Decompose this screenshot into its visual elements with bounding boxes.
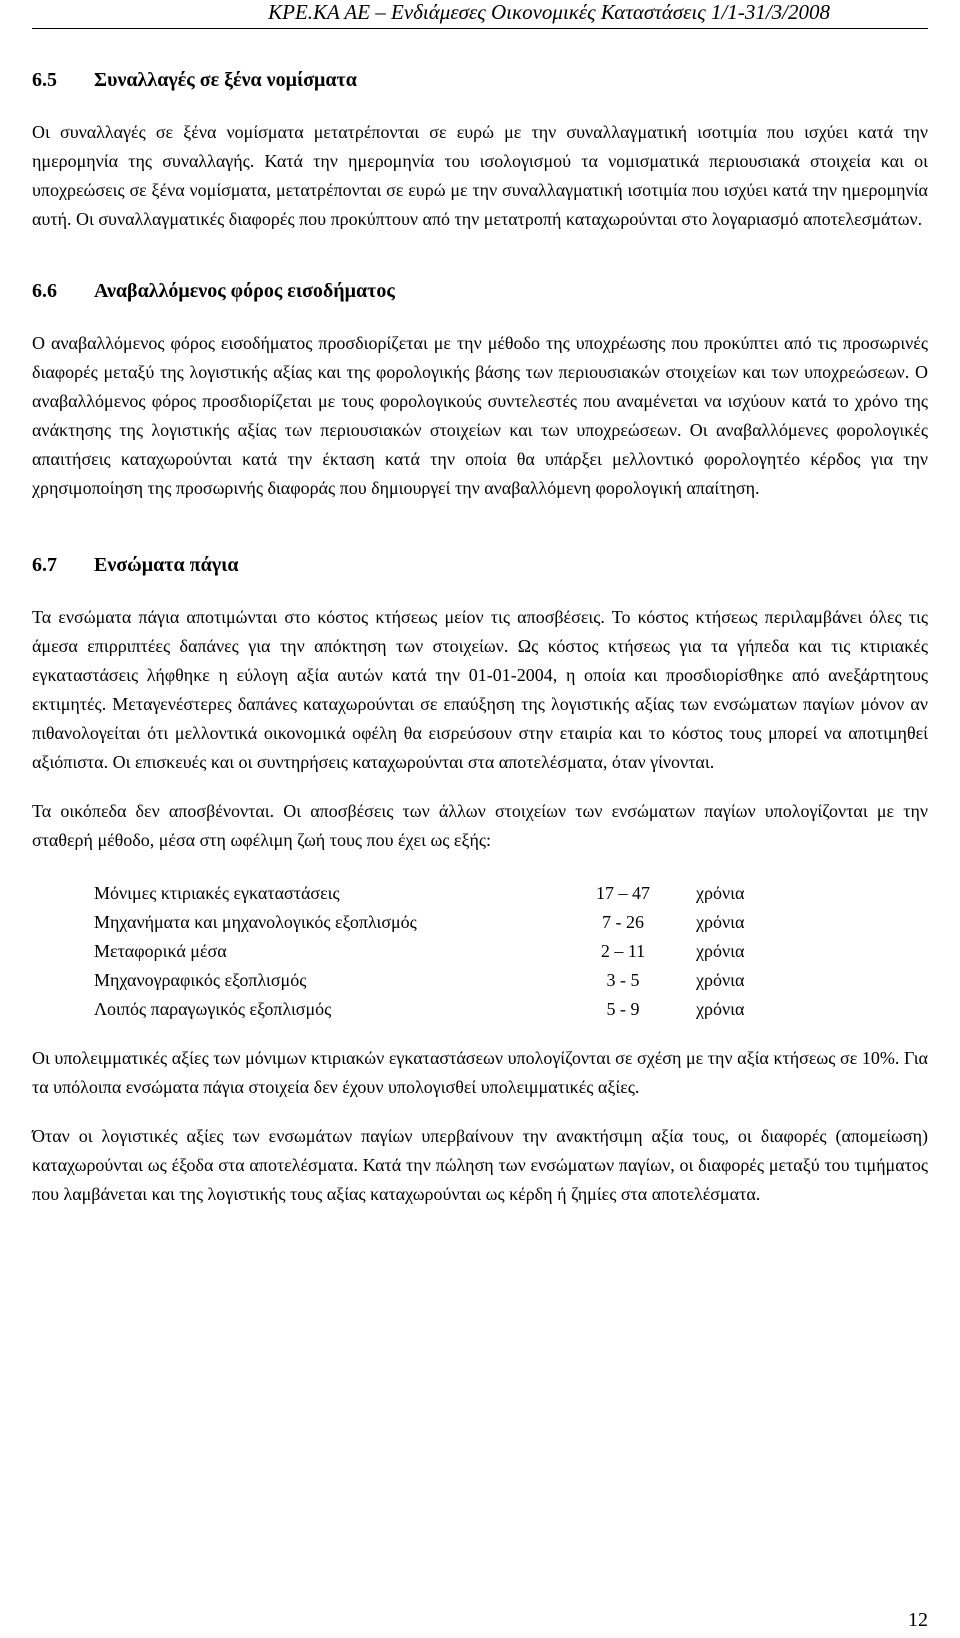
section-title: Ενσώματα πάγια xyxy=(94,554,239,576)
useful-life-years: 17 – 47 xyxy=(596,883,650,903)
section-heading-6-7 xyxy=(32,553,928,577)
paragraph-depreciation-method: Τα οικόπεδα δεν αποσβένονται. Οι αποσβέσεις των άλλων στοιχείων των ενσώματων παγίων υπολογίζονται με την σταθερή μέθοδο, μέσα στη ωφέλιμη ζωή τους που έχει ως εξής: xyxy=(32,801,928,850)
asset-category: Λοιπός παραγωγικός εξοπλισμός xyxy=(94,999,332,1019)
table-row xyxy=(94,879,846,908)
paragraph-residual-values: Οι υπολειμματικές αξίες των μόνιμων κτιριακών εγκαταστάσεων υπολογίζονται σε σχέση με την αξία κτήσεως σε 10%. Για τα υπόλοιπα ενσώματα πάγια στοιχεία δεν έχουν υπολογισθεί υπολειμματικές αξίες. xyxy=(32,1048,928,1097)
paragraph-impairment: Όταν οι λογιστικές αξίες των ενσωμάτων παγίων υπερβαίνουν την ανακτήσιμη αξία τους, οι διαφορές (απομείωση) καταχωρούνται ως έξοδα στα αποτελέσματα. Κατά την πώληση των ενσώματων παγίων, οι διαφορές μεταξύ του τιμήματος που λαμβάνεται και της λογιστικής τους αξίας καταχωρούνται ως κέρδη ή ζημίες στα αποτελέσματα. xyxy=(32,1126,928,1204)
useful-life-table xyxy=(94,879,846,1024)
useful-life-years: 3 - 5 xyxy=(606,970,640,990)
useful-life-years: 7 - 26 xyxy=(602,912,644,932)
asset-category: Μεταφορικά μέσα xyxy=(94,941,227,961)
table-row xyxy=(94,908,846,937)
section-title: Αναβαλλόμενος φόρος εισοδήματος xyxy=(94,280,395,302)
section-title: Συναλλαγές σε ξένα νομίσματα xyxy=(94,69,357,91)
asset-category: Μηχανογραφικός εξοπλισμός xyxy=(94,970,307,990)
years-unit: χρόνια xyxy=(696,883,745,903)
paragraph-foreign-currency: Οι συναλλαγές σε ξένα νομίσματα μετατρέπονται σε ευρώ με την συναλλαγματική ισοτιμία που ισχύει κατά την ημερομηνία της συναλλαγής. Κατά την ημερομηνία του ισολογισμού τα νομισματικά περιουσιακά στοιχεία και οι υποχρεώσεις σε ξένα νομίσματα, μετατρέπονται σε ευρώ με την συναλλαγματική ισοτιμία που ισχύει κατά την ημερομηνία αυτή. Οι συναλλαγματικές διαφορές που προκύπτουν από την μετατροπή καταχωρούνται στο λογαριασμό αποτελεσμάτων. xyxy=(32,122,928,229)
page-content xyxy=(32,68,928,1209)
section-heading-6-5 xyxy=(32,68,928,92)
years-unit: χρόνια xyxy=(696,912,745,932)
asset-category: Μόνιμες κτιριακές εγκαταστάσεις xyxy=(94,883,340,903)
table-row xyxy=(94,966,846,995)
useful-life-years: 5 - 9 xyxy=(606,999,640,1019)
paragraph-deferred-tax: Ο αναβαλλόμενος φόρος εισοδήματος προσδιορίζεται με την μέθοδο της υποχρέωσης που προκύπτει από τις προσωρινές διαφορές μεταξύ της λογιστικής αξίας και της φορολογικής βάσης των περιουσιακών στοιχείων και των υποχρεώσεων. Ο αναβαλλόμενος φόρος προσδιορίζεται με τους φορολογικούς συντελεστές που αναμένεται να ισχύουν κατά το χρόνο της ανάκτησης της λογιστικής αξίας των περιουσιακών στοιχείων και των υποχρεώσεων. Οι αναβαλλόμενες φορολογικές απαιτήσεις καταχωρούνται κατά την έκταση κατά την οποία θα υπάρξει μελλοντικό φορολογητέο κέρδος για την χρησιμοποίηση της προσωρινής διαφοράς που δημιουργεί την αναβαλλόμενη φορολογική απαίτηση. xyxy=(32,333,928,498)
section-number: 6.7 xyxy=(32,554,57,576)
table-row xyxy=(94,995,846,1024)
running-header: ΚΡΕ.ΚΑ ΑΕ – Ενδιάμεσες Οικονομικές Καταστάσεις 1/1-31/3/2008 xyxy=(268,0,830,24)
years-unit: χρόνια xyxy=(696,970,745,990)
paragraph-fixed-assets-cost: Τα ενσώματα πάγια αποτιμώνται στο κόστος κτήσεως μείον τις αποσβέσεις. Το κόστος κτήσεως περιλαμβάνει όλες τις άμεσα επιρριπτέες δαπάνες για την απόκτηση των στοιχείων. Ως κόστος κτήσεως για τα γήπεδα και τις κτιριακές εγκαταστάσεις λήφθηκε η εύλογη αξία αυτών κατά την 01-01-2004, η οποία και προσδιορίσθηκε από ανεξάρτητους εκτιμητές. Μεταγενέστερες δαπάνες καταχωρούνται σε επαύξηση της λογιστικής αξίας των ενσώματων παγίων μόνον αν πιθανολογείται ότι μελλοντικά οικονομικά οφέλη θα εισρεύσουν στην εταιρία και το κόστος τους μπορεί να αποτιμηθεί αξιόπιστα. Οι επισκευές και οι συντηρήσεις καταχωρούνται στα αποτελέσματα, όταν γίνονται. xyxy=(32,607,928,772)
section-number: 6.6 xyxy=(32,280,57,302)
section-heading-6-6 xyxy=(32,279,928,303)
years-unit: χρόνια xyxy=(696,999,745,1019)
useful-life-years: 2 – 11 xyxy=(600,941,646,961)
header-divider xyxy=(32,28,928,29)
section-number: 6.5 xyxy=(32,69,57,91)
years-unit: χρόνια xyxy=(696,941,745,961)
asset-category: Μηχανήματα και μηχανολογικός εξοπλισμός xyxy=(94,912,417,932)
table-row xyxy=(94,937,846,966)
page-number: 12 xyxy=(908,1609,928,1631)
